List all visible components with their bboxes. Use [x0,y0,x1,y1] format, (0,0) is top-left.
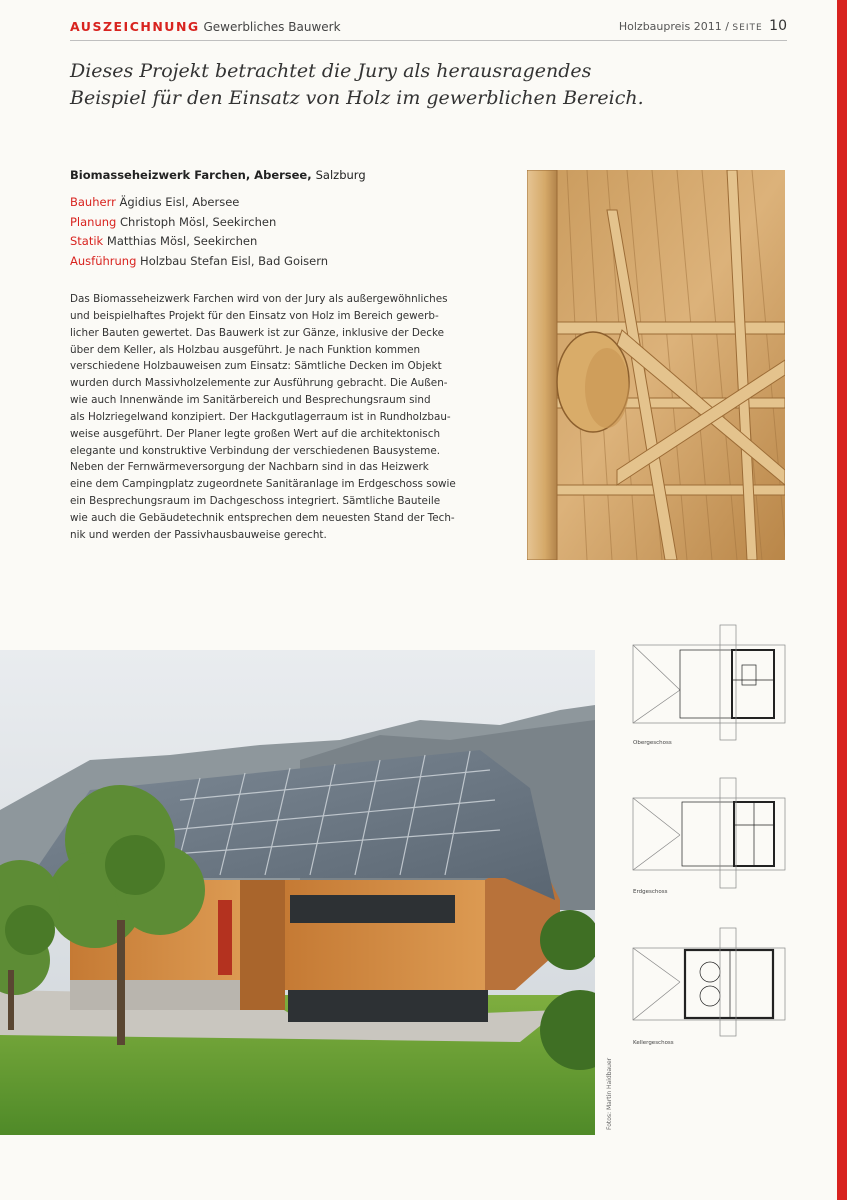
page-edge-accent-bar [837,0,847,1200]
project-name: Biomasseheizwerk Farchen, Abersee, [70,168,312,182]
running-header-section [70,19,341,34]
photo-credit: Fotos: Martin Haidbauer [606,1057,613,1130]
plan-upper-floor [633,625,785,740]
credit-name: Matthias Mösl, Seekirchen [106,234,258,248]
header-separator: / [725,20,729,33]
body-line: Das Biomasseheizwerk Farchen wird von der Jury als außergewöhnliches [70,293,448,305]
credit-name: Holzbau Stefan Eisl, Bad Goisern [140,253,329,268]
interior-roof-photo [527,170,785,560]
body-line: wurden durch Massivholzelemente zur Ausführung gebracht. Die Außen- [70,377,448,390]
credit-role: Planung [70,214,117,229]
credit-row [70,252,328,272]
section-kicker: AUSZEICHNUNG [70,19,200,34]
page-number: 10 [769,18,787,34]
body-line: verschiedene Holzbauweisen zum Einsatz: Sämtliche Decken im Objekt [70,360,442,373]
body-line: wie auch Innenwände im Sanitärbereich und Besprechungsraum sind [70,394,431,407]
section-category: Gewerbliches Bauwerk [203,20,341,34]
plan-ground-floor [633,778,785,888]
body-line: nik und werden der Passivhausbauweise gerecht. [70,528,327,541]
project-title [70,168,366,182]
project-region: Salzburg [315,168,366,182]
plan-basement [633,928,785,1036]
body-line: wie auch die Gebäudetechnik entsprechen dem neuesten Stand der Tech- [70,511,455,524]
body-line: weise ausgeführt. Der Planer legte großen Wert auf die architektonisch [70,427,441,440]
credit-row [70,232,328,252]
building-exterior-photo [0,650,595,1135]
credit-name: Christoph Mösl, Seekirchen [120,214,277,229]
body-line: über dem Keller, als Holzbau ausgeführt. Je nach Funktion kommen [70,343,421,356]
running-header-page [619,18,787,34]
body-line: eine dem Campingplatz zugeordnete Sanitäranlage im Erdgeschoss sowie [70,478,456,491]
body-text [70,291,510,544]
floor-plans [630,620,790,1060]
body-line: als Holzriegelwand konzipiert. Der Hackgutlagerraum ist in Rundholzbau- [70,410,451,423]
credit-role: Ausführung [70,253,137,268]
body-line: und beispielhaftes Projekt für den Einsatz von Holz im Bereich gewerb- [70,309,439,322]
body-line: elegante und konstruktive Verbindung der verschiedenen Bausysteme. [70,444,441,457]
body-line: licher Bauten gewertet. Das Bauwerk ist zur Gänze, inklusive der Decke [70,326,444,339]
credit-role: Bauherr [70,195,116,209]
plan-label-upper: Obergeschoss [633,740,672,746]
plan-label-basement: Kellergeschoss [633,1040,674,1046]
lead-quote: Dieses Projekt betrachtet die Jury als herausragendes Beispiel für den Einsatz von Holz im gewerblichen Bereich. [70,60,644,109]
body-line: Neben der Fernwärmeversorgung der Nachbarn sind in das Heizwerk [70,461,429,474]
page-label: SEITE [732,23,763,33]
project-credits [70,193,328,271]
credit-role: Statik [70,234,104,248]
header-divider [70,40,787,41]
credit-name: Ägidius Eisl, Abersee [119,195,240,209]
plan-label-ground: Erdgeschoss [633,889,668,895]
credit-row [70,213,328,233]
credit-row [70,193,328,213]
body-line: ein Besprechungsraum im Dachgeschoss integriert. Sämtliche Bauteile [70,495,441,508]
publication-name: Holzbaupreis 2011 [618,20,722,33]
